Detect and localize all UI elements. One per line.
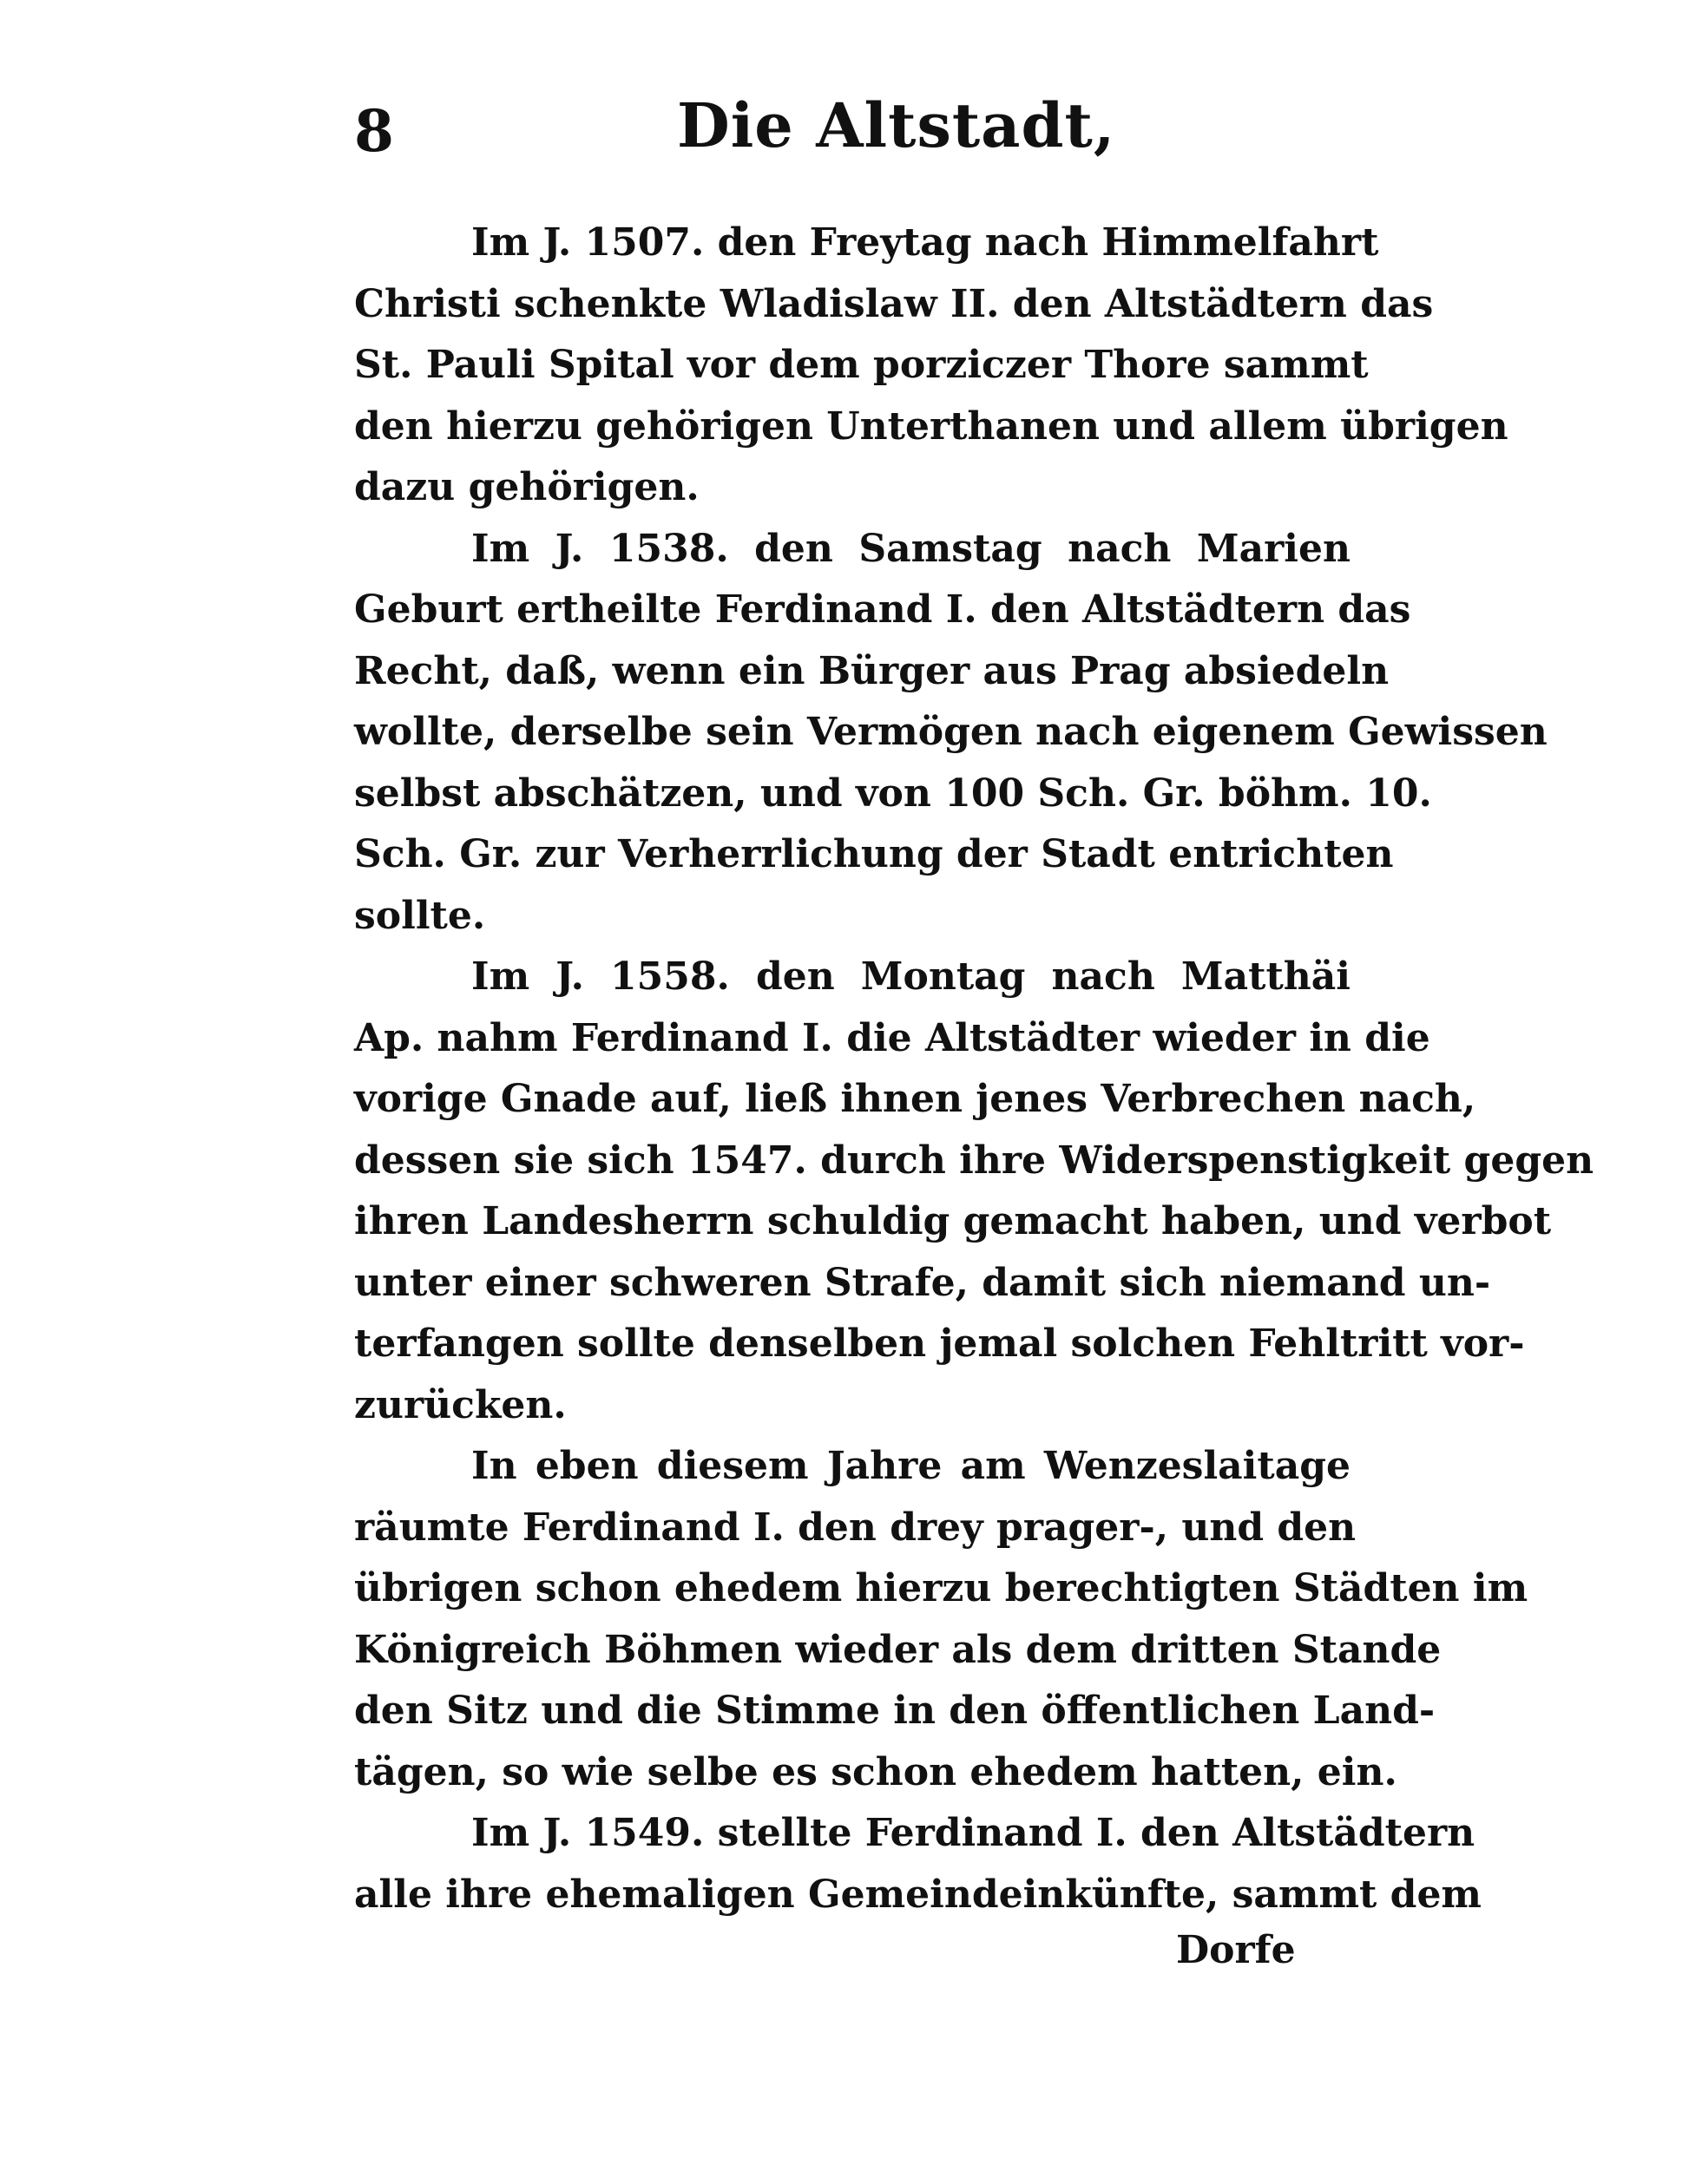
text-line: vorige Gnade auf, ließ ihnen jenes Verbrechen nach,: [354, 1077, 1476, 1121]
text-line: Im J. 1538. den Samstag nach Marien: [471, 526, 1351, 571]
text-line: tägen, so wie selbe es schon ehedem hatten, ein.: [354, 1749, 1397, 1794]
text-line: Recht, daß, wenn ein Bürger aus Prag absiedeln: [354, 648, 1390, 693]
text-line: sollte.: [354, 893, 486, 938]
text-line: Christi schenkte Wladislaw II. den Altstädtern das: [354, 281, 1434, 326]
text-line: Sch. Gr. zur Verherrlichung der Stadt entrichten: [354, 832, 1394, 876]
text-line: den Sitz und die Stimme in den öffentlichen Land-: [354, 1689, 1436, 1733]
text-line: Geburt ertheilte Ferdinand I. den Altstädtern das: [354, 587, 1411, 632]
text-line: terfangen sollte denselben jemal solchen Fehltritt vor-: [354, 1322, 1525, 1366]
text-line: ihren Landesherrn schuldig gemacht haben, und verbot: [354, 1199, 1552, 1243]
text-line: Ap. nahm Ferdinand I. die Altstädter wieder in die: [354, 1015, 1430, 1060]
text-line: übrigen schon ehedem hierzu berechtigten Städten im: [354, 1566, 1528, 1610]
text-line: den hierzu gehörigen Unterthanen und allem übrigen: [354, 403, 1508, 449]
text-line: selbst abschätzen, und von 100 Sch. Gr. böhm. 10.: [354, 771, 1432, 816]
running-head: Die Altstadt,: [677, 89, 1116, 161]
catchword: Dorfe: [1176, 1928, 1296, 1972]
text-line: zurücken.: [354, 1382, 567, 1427]
text-line: räumte Ferdinand I. den drey prager-, und den: [354, 1505, 1357, 1550]
page-number: 8: [354, 97, 394, 165]
text-line: wollte, derselbe sein Vermögen nach eigenem Gewissen: [354, 710, 1548, 754]
text-line: dessen sie sich 1547. durch ihre Widerspenstigkeit gegen: [354, 1138, 1594, 1183]
body-text: [354, 213, 1594, 1925]
text-line: dazu gehörigen.: [354, 465, 700, 509]
text-line: Im J. 1558. den Montag nach Matthäi: [471, 954, 1351, 999]
text-line: In eben diesem Jahre am Wenzeslaitage: [471, 1444, 1351, 1488]
text-line: Im J. 1549. stellte Ferdinand I. den Altstädtern: [471, 1811, 1475, 1855]
text-line: St. Pauli Spital vor dem porziczer Thore sammt: [354, 343, 1369, 387]
text-line: unter einer schweren Strafe, damit sich niemand un-: [354, 1260, 1491, 1305]
text-line: Königreich Böhmen wieder als dem dritten Stande: [354, 1627, 1442, 1672]
text-line: alle ihre ehemaligen Gemeindeinkünfte, sammt dem: [354, 1872, 1482, 1917]
text-line: Im J. 1507. den Freytag nach Himmelfahrt: [471, 220, 1379, 265]
